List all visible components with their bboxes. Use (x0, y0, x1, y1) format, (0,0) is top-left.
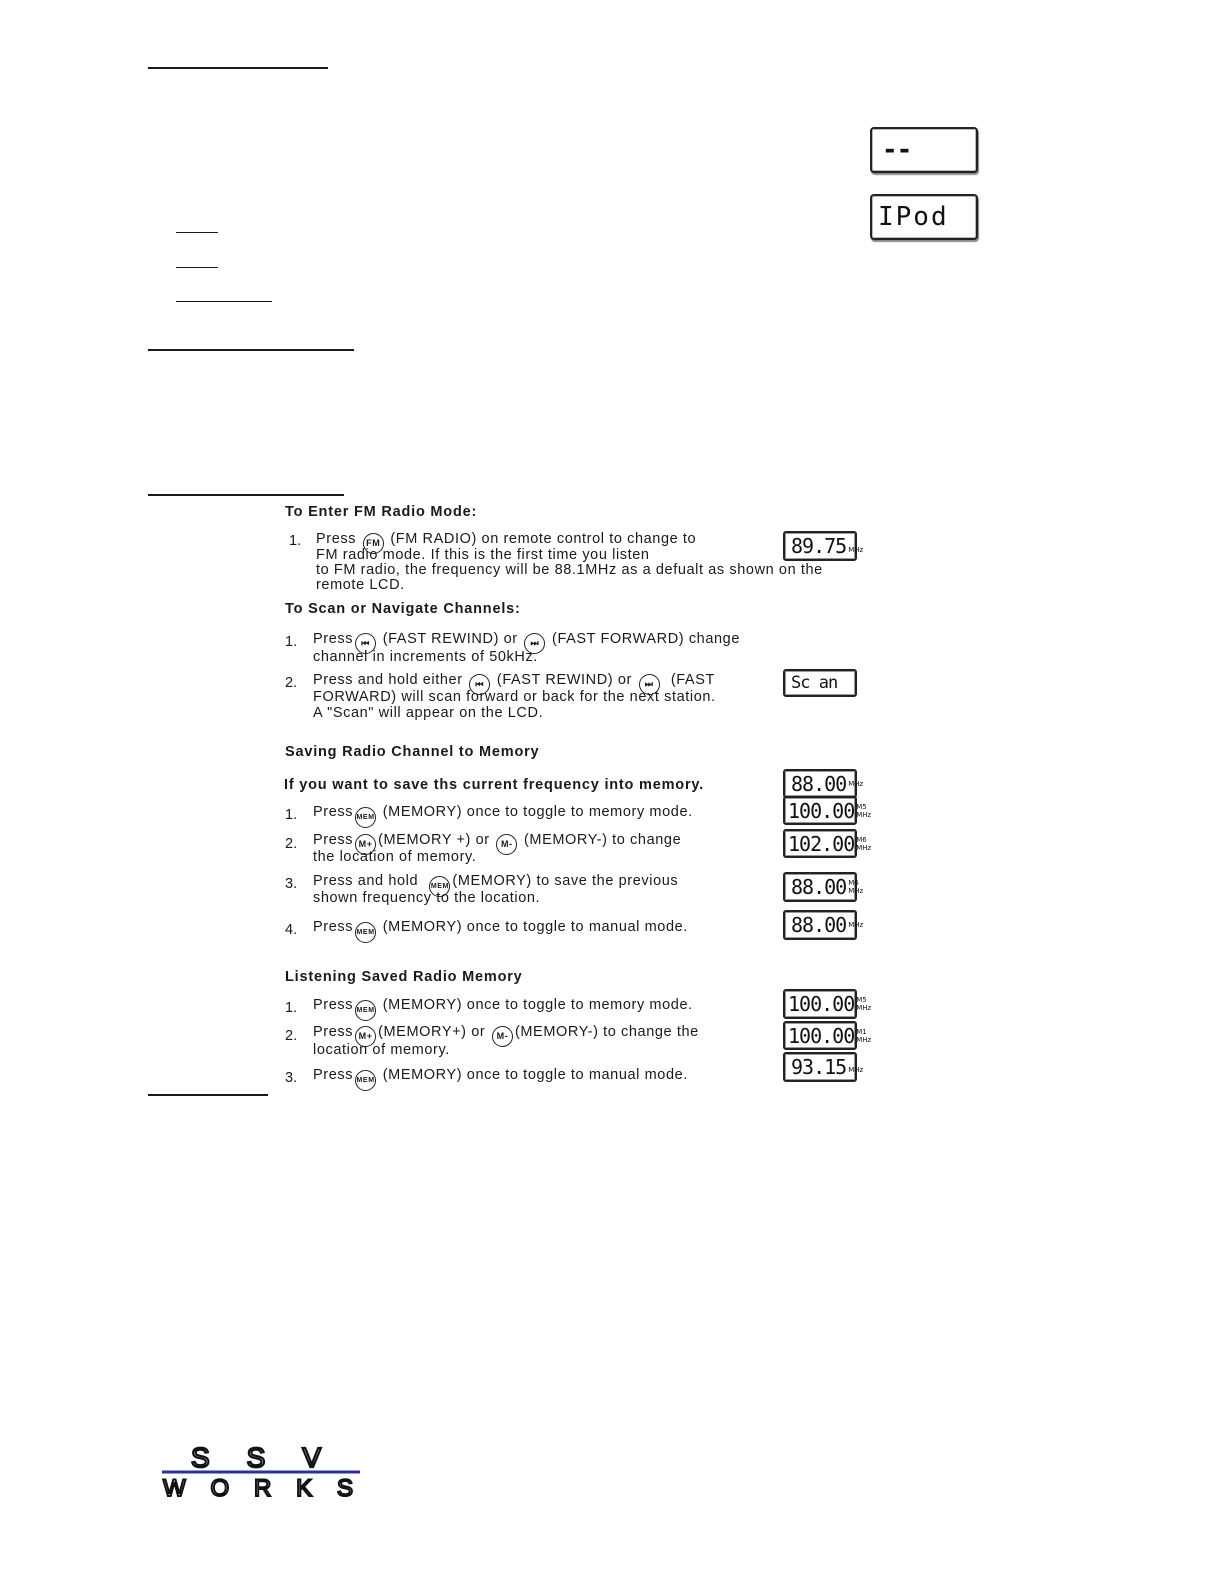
lcd-scan (783, 669, 857, 697)
lcd-save-2-units (856, 803, 871, 819)
listen-step1-line (313, 997, 693, 1021)
lcd-save-2 (783, 796, 872, 825)
fm-button-icon: FM (363, 533, 384, 554)
listen-step2-number: 2. (285, 1028, 298, 1044)
save-step1-number: 1. (285, 807, 298, 823)
lcd-save-2-value: 100.00 (788, 798, 855, 823)
enter-step1-line4: remote LCD. (316, 577, 405, 593)
save-step1-line (313, 804, 693, 828)
lcd-listen-1-tag: M5 (856, 996, 867, 1004)
lcd-listen-3 (783, 1052, 864, 1082)
save-step3-number: 3. (285, 876, 298, 892)
scan-step2-line3: A "Scan" will appear on the LCD. (313, 705, 544, 721)
section-rule-4 (148, 1094, 268, 1096)
lcd-save-5-unit: MHz (848, 921, 864, 929)
save-step2-b: (MEMORY-) to change (523, 832, 682, 848)
lcd-save-3-unit: MHz (856, 843, 872, 852)
enter-step1-number: 1. (289, 533, 302, 549)
fast-forward-icon: ⏭ (639, 674, 660, 695)
lcd-save-1-value: 88.00 (791, 771, 847, 796)
lcd-fm-unit: MHz (848, 546, 864, 554)
scan-step1-press: Press (313, 631, 354, 647)
lcd-save-1-unit: MHz (848, 779, 864, 788)
save-step3-line2: shown frequency to the location. (313, 890, 541, 906)
save-step4-number: 4. (285, 922, 298, 938)
lcd-save-4-value: 88.00 (791, 875, 847, 899)
mem-button-icon: MEM (355, 922, 376, 943)
lcd-save-3 (783, 829, 872, 858)
lcd-listen-2-value: 100.00 (788, 1023, 855, 1048)
section-rule-1 (148, 67, 328, 69)
display-dashes (870, 127, 978, 173)
lcd-listen-3-unit: MHz (848, 1066, 864, 1074)
lcd-save-4-units (848, 879, 863, 895)
logo-line1: SSV (191, 1444, 331, 1473)
lcd-save-4-tag: M6 (848, 879, 859, 887)
lcd-listen-2-units (856, 1028, 871, 1044)
lcd-listen-2 (783, 1021, 872, 1050)
listen-step3-number: 3. (285, 1070, 298, 1086)
mem-button-icon: MEM (355, 1070, 376, 1091)
lcd-save-1-units (848, 780, 863, 788)
ssv-works-logo (158, 1444, 364, 1500)
lcd-save-1 (783, 769, 864, 798)
lcd-listen-2-tag: M1 (856, 1027, 867, 1036)
save-step1-press: Press (313, 804, 354, 820)
scan-step2-a: (FAST REWIND) or (496, 672, 632, 688)
lcd-fm-unit-wrap (848, 538, 863, 554)
save-step4-press: Press (313, 919, 354, 935)
save-step1-text: (MEMORY) once to toggle to memory mode. (382, 804, 693, 820)
enter-step1-line2: FM radio mode. If this is the first time you listen (316, 547, 650, 563)
fast-forward-icon: ⏭ (524, 633, 545, 654)
listen-step2-press: Press (313, 1024, 354, 1040)
scan-step2-line2: FORWARD) will scan forward or back for the next station. (313, 689, 716, 705)
listen-step2-b: (MEMORY-) to change the (514, 1024, 699, 1040)
lcd-save-5-units (848, 921, 863, 929)
lcd-save-5 (783, 910, 864, 940)
scan-heading: To Scan or Navigate Channels: (285, 601, 521, 617)
lcd-save-2-tag: M5 (856, 802, 867, 811)
save-step4-line (313, 919, 688, 943)
save-step2-line2: the location of memory. (313, 849, 477, 865)
listen-step3-text: (MEMORY) once to toggle to manual mode. (382, 1067, 688, 1083)
display-dashes-text: -- (882, 135, 912, 165)
save-step2-a: (MEMORY +) or (378, 832, 490, 848)
enter-fm-heading: To Enter FM Radio Mode: (285, 504, 478, 520)
rewind-icon: ⏮ (469, 674, 490, 695)
listen-step1-number: 1. (285, 1000, 298, 1016)
save-step3-text: (MEMORY) to save the previous (452, 873, 679, 889)
sub-rule-3 (176, 301, 272, 302)
listen-step3-press: Press (313, 1067, 354, 1083)
display-ipod-text: IPod (878, 202, 949, 232)
lcd-save-4 (783, 872, 864, 902)
enter-step1-press: Press (316, 531, 357, 547)
listen-step1-text: (MEMORY) once to toggle to memory mode. (382, 997, 693, 1013)
lcd-listen-1 (783, 989, 872, 1019)
sub-rule-2 (176, 267, 218, 268)
listen-step2-line2: location of memory. (313, 1042, 450, 1058)
listen-heading: Listening Saved Radio Memory (285, 969, 523, 985)
lcd-save-4-unit: MHz (848, 887, 864, 895)
logo-line2: WORKS (163, 1475, 359, 1500)
lcd-save-2-unit: MHz (856, 810, 872, 819)
memory-plus-icon: M+ (355, 834, 376, 855)
save-step4-text: (MEMORY) once to toggle to manual mode. (382, 919, 688, 935)
section-rule-3 (148, 494, 344, 496)
lcd-save-5-value: 88.00 (791, 913, 847, 937)
save-step2-number: 2. (285, 836, 298, 852)
lcd-fm-frequency (783, 531, 864, 561)
lcd-save-3-tag: M6 (856, 835, 867, 844)
scan-step2-press: Press and hold either (313, 672, 463, 688)
memory-plus-icon: M+ (355, 1026, 376, 1047)
memory-minus-icon: M- (492, 1026, 513, 1047)
lcd-listen-1-units (856, 996, 871, 1012)
scan-step1-b: (FAST FORWARD) change (552, 631, 741, 647)
lcd-scan-value: Sc an (791, 672, 838, 693)
lcd-save-3-value: 102.00 (788, 831, 855, 856)
lcd-listen-2-unit: MHz (856, 1035, 872, 1044)
rewind-icon: ⏮ (355, 633, 376, 654)
scan-step1-a: (FAST REWIND) or (382, 631, 518, 647)
save-step3-press: Press and hold (313, 873, 419, 889)
save-step2-press: Press (313, 832, 354, 848)
display-ipod (870, 194, 978, 240)
memory-minus-icon: M- (496, 834, 517, 855)
sub-rule-1 (176, 232, 218, 233)
lcd-fm-value: 89.75 (791, 534, 847, 558)
listen-step1-press: Press (313, 997, 354, 1013)
scan-step2-b: (FAST (670, 672, 715, 688)
lcd-listen-1-value: 100.00 (788, 992, 855, 1016)
lcd-listen-3-units (848, 1060, 863, 1074)
scan-step2-number: 2. (285, 675, 298, 691)
mem-button-icon: MEM (355, 807, 376, 828)
listen-step3-line (313, 1067, 688, 1091)
mem-button-icon: MEM (429, 876, 450, 897)
mem-button-icon: MEM (355, 1000, 376, 1021)
save-subheading: If you want to save ths current frequency into memory. (284, 777, 705, 793)
scan-step1-line2: channel in increments of 50kHz. (313, 649, 538, 665)
scan-step1-number: 1. (285, 634, 298, 650)
save-heading: Saving Radio Channel to Memory (285, 744, 540, 760)
lcd-save-3-units (856, 836, 871, 852)
listen-step2-a: (MEMORY+) or (378, 1024, 486, 1040)
section-rule-2 (148, 349, 354, 351)
enter-step1-text: (FM RADIO) on remote control to change to (390, 531, 697, 547)
lcd-listen-1-unit: MHz (856, 1004, 872, 1012)
enter-step1-line3: to FM radio, the frequency will be 88.1MHz as a defualt as shown on the (316, 562, 823, 578)
lcd-listen-3-value: 93.15 (791, 1055, 847, 1079)
